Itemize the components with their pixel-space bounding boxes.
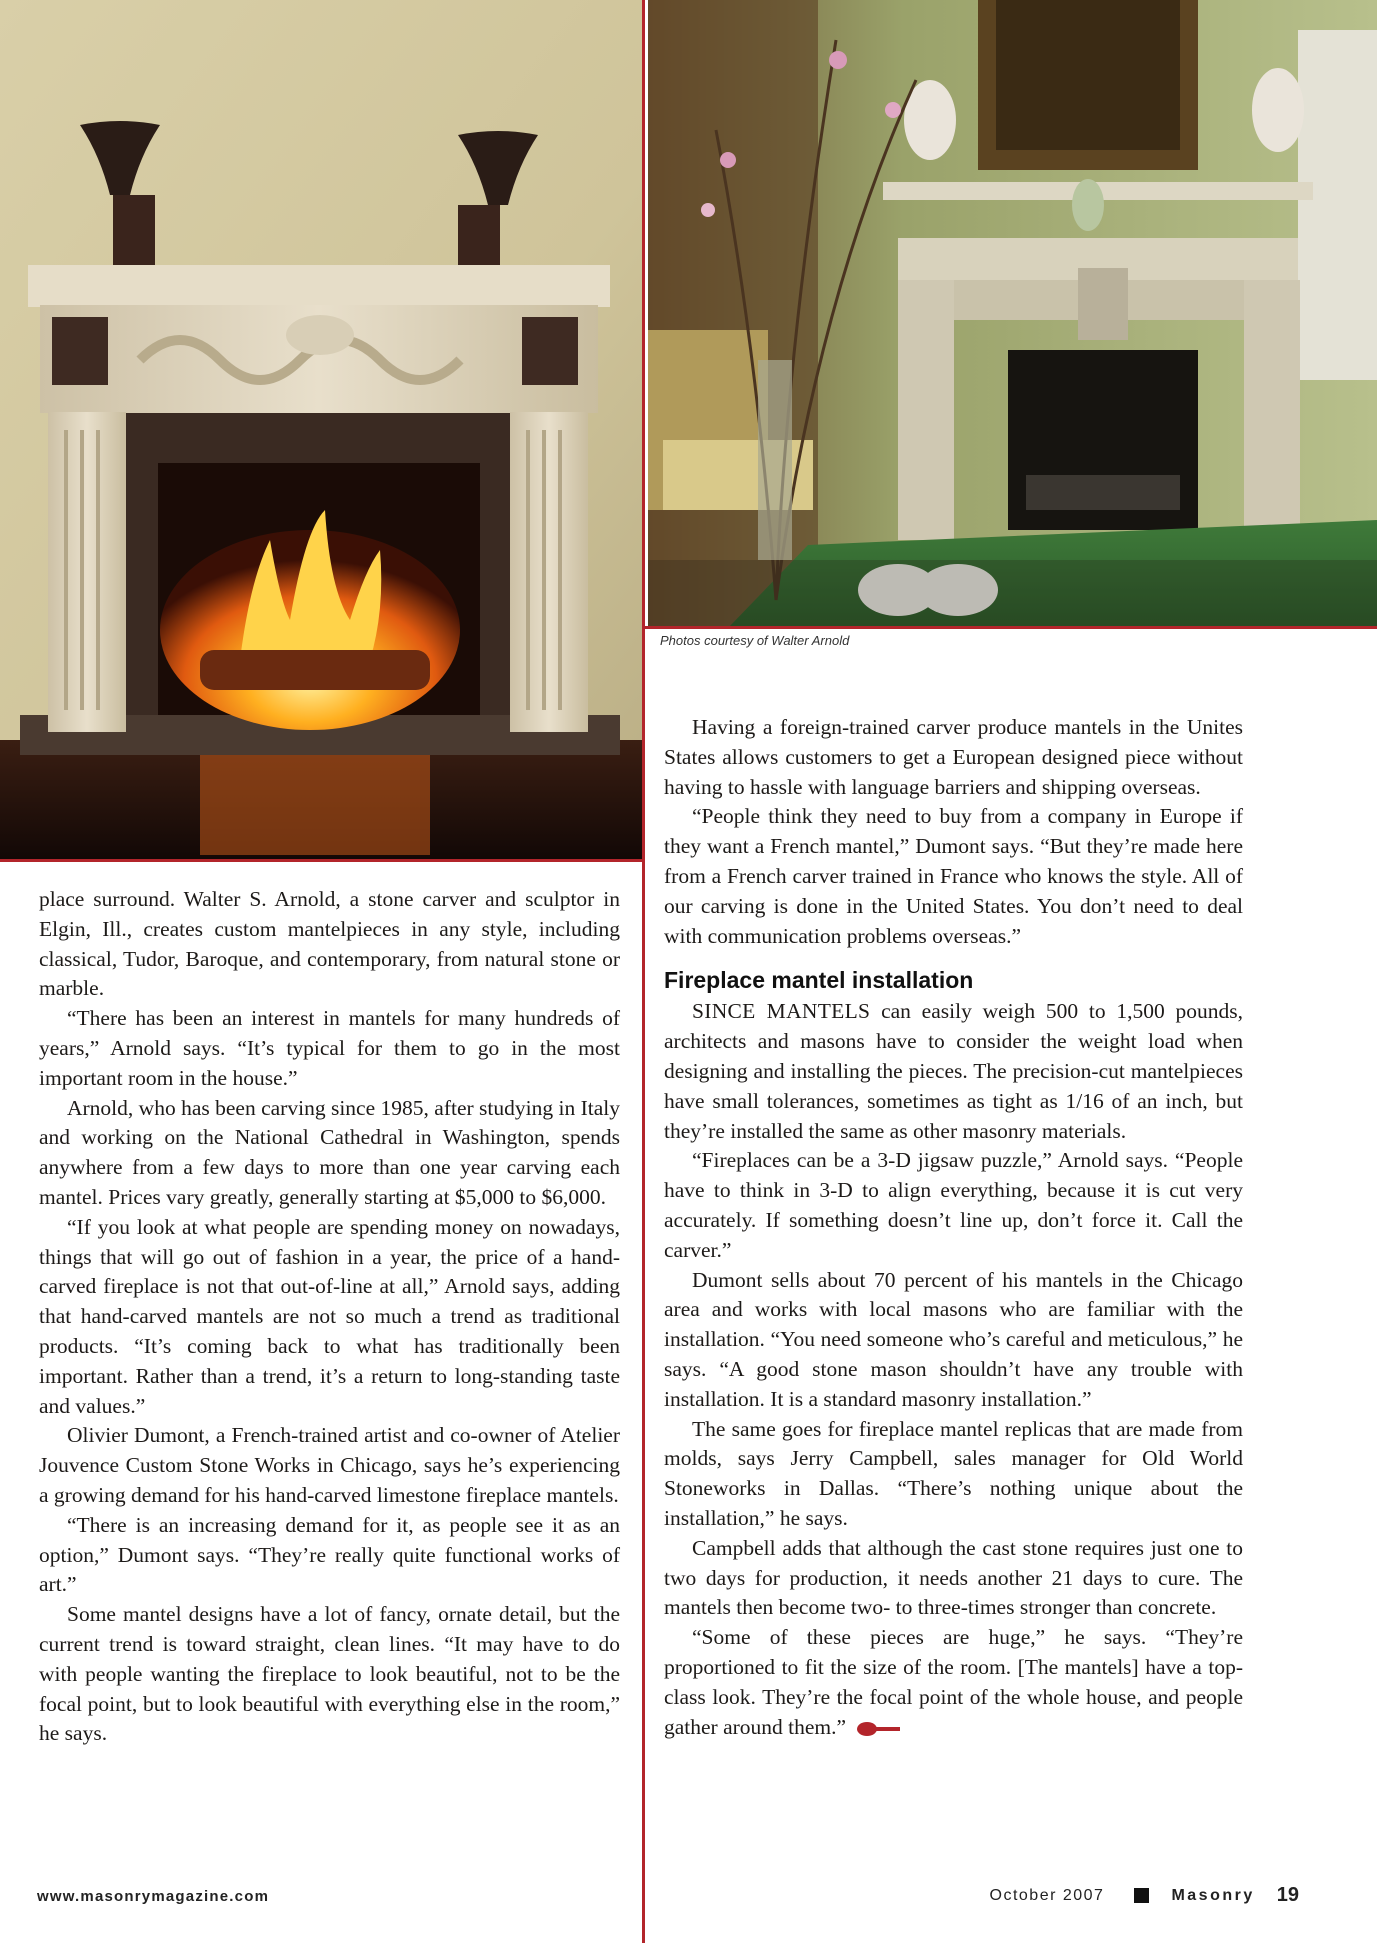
photo-left-border <box>0 859 644 862</box>
article-column-left <box>39 885 620 1749</box>
room-illustration <box>648 0 1377 628</box>
lead-small-caps: SINCE MANTELS <box>692 999 871 1024</box>
paragraph: “There has been an interest in mantels for many hundreds of years,” Arnold says. “It’s typical for them to go in the most important room in the house.” <box>39 1006 620 1090</box>
column-divider-rule <box>642 0 645 1943</box>
paragraph: Dumont sells about 70 percent of his mantels in the Chicago area and works with local masons who are familiar with the installation. “You need someone who’s careful and meticulous,” he says. “A good stone mason shouldn’t have any trouble with installation. It is a standard masonry installation.” <box>664 1267 1243 1411</box>
photo-fireplace-left <box>0 0 642 860</box>
footer-page-number: 19 <box>1276 1884 1299 1906</box>
paragraph: Having a foreign-trained carver produce mantels in the Unites States allows customers to get a European designed piece without having to hassle with language barriers and shipping overseas. <box>664 715 1243 799</box>
paragraph: “If you look at what people are spending money on nowadays, things that will go out of fashion in a year, the price of a hand-carved fireplace is not that out-of-line at all,” Arnold says, adding that hand-carved mantels are not so much a trend as traditional products. “It’s coming back to what has traditionally been important. Rather than a trend, it’s a return to long-standing taste and values.” <box>39 1214 620 1418</box>
paragraph: “People think they need to buy from a company in Europe if they want a French mantel,” Dumont says. “But they’re made here from a French carver trained in France who knows the style. All of our carving is done in the United States. You don’t need to deal with communication problems overseas.” <box>664 804 1243 948</box>
footer-issue-date: October 2007 <box>989 1886 1105 1904</box>
photo-credit-caption: Photos courtesy of Walter Arnold <box>660 633 850 648</box>
lead-paragraph <box>664 997 1243 1146</box>
footer-magazine-name: Masonry <box>1171 1886 1255 1904</box>
photo-fireplace-right <box>648 0 1377 628</box>
footer-website-url: www.masonrymagazine.com <box>37 1888 270 1905</box>
lead-text: can easily weigh 500 to 1,500 pounds, architects and masons have to consider the weight load when designing and installing the pieces. The precision-cut mantelpieces have small tolerances, sometimes as tight as 1/16 of an inch, but they’re installed the same as other masonry materials. <box>664 999 1243 1143</box>
paragraph: place surround. Walter S. Arnold, a stone carver and sculptor in Elgin, Ill., creates custom mantelpieces in any style, including classical, Tudor, Baroque, and contemporary, from natural stone or marble. <box>39 887 620 1001</box>
section-heading: Fireplace mantel installation <box>664 967 974 994</box>
paragraph: Campbell adds that although the cast stone requires just one to two days for production, it needs another 21 days to cure. The mantels then become two- to three-times stronger than concrete. <box>664 1535 1243 1620</box>
paragraph: Arnold, who has been carving since 1985, after studying in Italy and working on the National Cathedral in Washington, spends anywhere from a few days to more than one year carving each mantel. Prices vary greatly, generally starting at $5,000 to $6,000. <box>39 1095 620 1209</box>
footer-square-icon <box>1134 1888 1149 1903</box>
paragraph: The same goes for fireplace mantel replicas that are made from molds, says Jerry Campbell, sales manager for Old World Stoneworks in Dallas. “There’s nothing unique about the installation,” he says. <box>664 1416 1243 1530</box>
paragraph: “Fireplaces can be a 3-D jigsaw puzzle,” Arnold says. “People have to think in 3-D to align everything, because it is cut very accurately. If something doesn’t line up, don’t force it. Call the carver.” <box>664 1148 1243 1262</box>
paragraph: “There is an increasing demand for it, as people see it as an option,” Dumont says. “They’re really quite functional works of art.” <box>39 1512 620 1597</box>
last-paragraph-text: “Some of these pieces are huge,” he says. “They’re proportioned to fit the size of the room. [The mantels] have a top-class look. They’re the focal point of the whole house, and people gather around them.” <box>664 1625 1243 1739</box>
paragraph-last <box>664 1623 1243 1742</box>
paragraph: Olivier Dumont, a French-trained artist and co-owner of Atelier Jouvence Custom Stone Works in Chicago, says he’s experiencing a growing demand for his hand-carved limestone fireplace mantels. <box>39 1423 620 1507</box>
end-of-article-icon <box>856 1721 902 1737</box>
paragraph: Some mantel designs have a lot of fancy, ornate detail, but the current trend is toward straight, clean lines. “It may have to do with people wanting the fireplace to look beautiful, not to be the focal point, but to look beautiful with everything else in the room,” he says. <box>39 1602 620 1746</box>
fireplace-illustration <box>0 0 642 860</box>
article-column-right <box>664 713 1243 1742</box>
footer-folio <box>990 1884 1300 1907</box>
photo-right-border <box>644 626 1377 629</box>
